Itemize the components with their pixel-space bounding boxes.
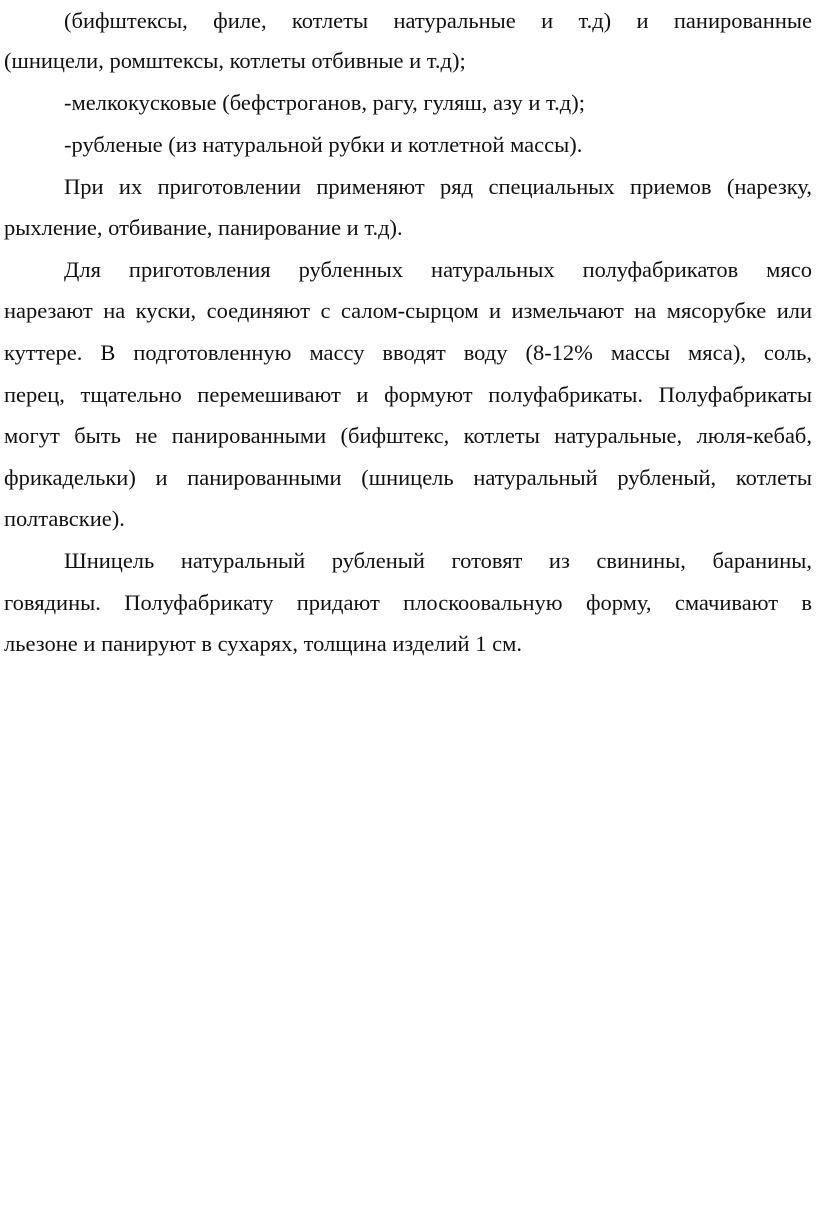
text-line-4: -рубленые (из натуральной рубки и котлетной массы). (64, 132, 583, 157)
text-line-5: При их приготовлении применяют ряд специальных приемов (нарезку, (64, 174, 812, 199)
text-line-8: нарезают на куски, соединяют с салом-сырцом и измельчают на мясорубке или (4, 298, 812, 323)
text-line-14: Шницель натуральный рубленый готовят из свинины, баранины, (64, 548, 812, 573)
text-line-13: полтавские). (4, 506, 125, 531)
text-line-6: рыхление, отбивание, панирование и т.д). (4, 215, 403, 240)
text-line-12: фрикадельки) и панированными (шницель натуральный рубленый, котлеты (4, 465, 812, 490)
text-line-16: льезоне и панируют в сухарях, толщина изделий 1 см. (4, 631, 522, 656)
text-line-10: перец, тщательно перемешивают и формуют полуфабрикаты. Полуфабрикаты (4, 382, 812, 407)
text-line-9: куттере. В подготовленную массу вводят воду (8-12% массы мяса), соль, (4, 340, 812, 365)
text-line-3: -мелкокусковые (бефстроганов, рагу, гуляш, азу и т.д); (64, 90, 585, 115)
text-line-1: (бифштексы, филе, котлеты натуральные и т.д) и панированные (64, 8, 812, 33)
text-line-7: Для приготовления рубленных натуральных полуфабрикатов мясо (64, 257, 812, 282)
text-line-2: (шницели, ромштексы, котлеты отбивные и т.д); (4, 48, 466, 73)
text-line-11: могут быть не панированными (бифштекс, котлеты натуральные, люля-кебаб, (4, 423, 812, 448)
text-line-15: говядины. Полуфабрикату придают плоскоовальную форму, смачивают в (4, 590, 812, 615)
